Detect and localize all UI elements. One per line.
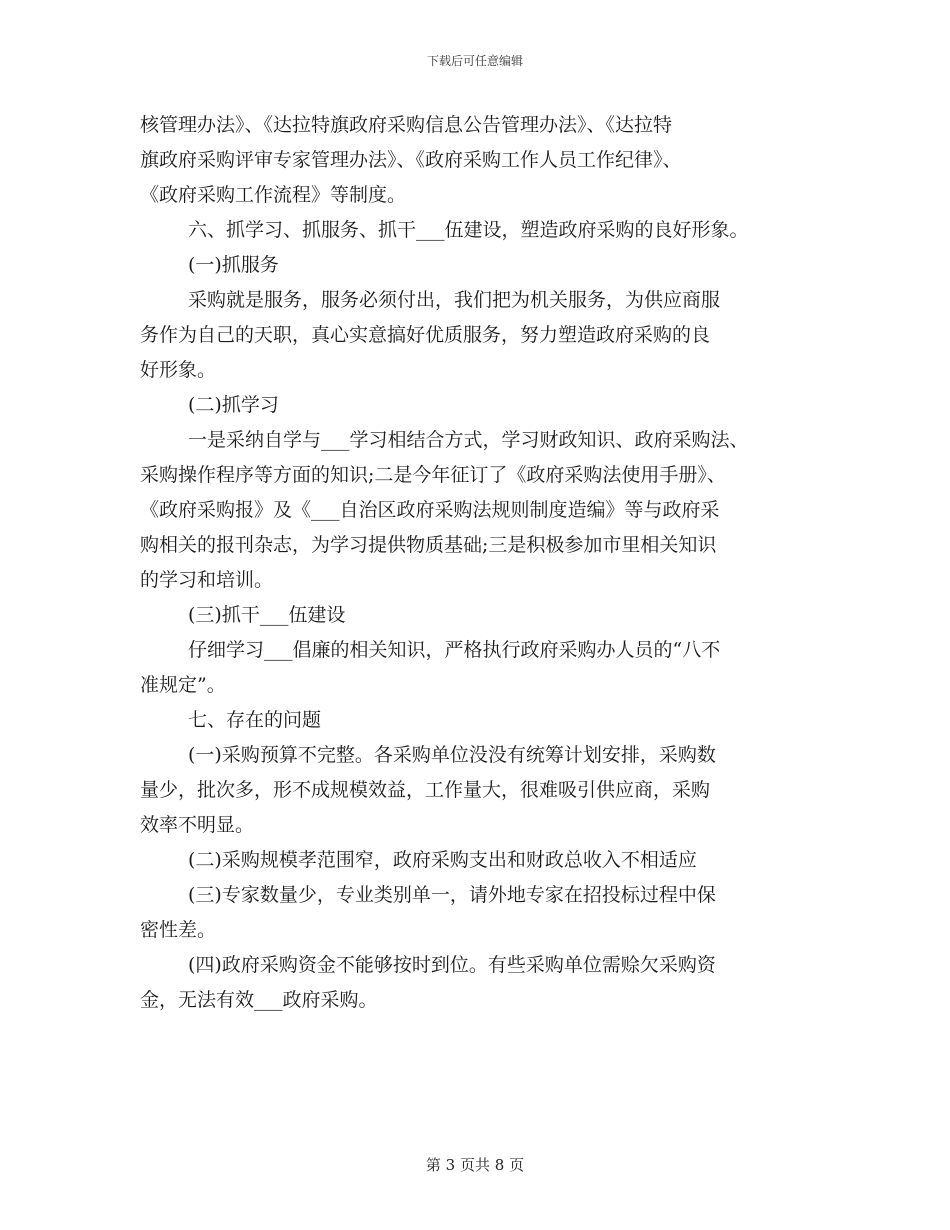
text-line: 效率不明显。 — [140, 814, 255, 836]
text-line: 《政府采购工作流程》等制度。 — [140, 184, 407, 206]
text-line: 《政府采购报》及《___自治区政府采购法规则制度造编》等与政府采 — [140, 499, 720, 521]
text-line: 准规定”。 — [140, 674, 226, 696]
text-line: (二)采购规模孝范围窄，政府采购支出和财政总收入不相适应 — [188, 849, 697, 871]
text-line: 采购就是服务，服务必须付出，我们把为机关服务，为供应商服 — [188, 289, 721, 311]
text-line: 七、存在的问题 — [188, 709, 322, 731]
text-line: (三)专家数量少，专业类别单一，请外地专家在招投标过程中保 — [188, 884, 716, 906]
text-line: 密性差。 — [140, 919, 217, 941]
text-line: (一)采购预算不完整。各采购单位没没有统筹计划安排，采购数 — [188, 744, 716, 766]
text-line: 采购操作程序等方面的知识;二是今年征订了《政府采购法使用手册》、 — [140, 464, 726, 486]
text-line: 购相关的报刊杂志，为学习提供物质基础;三是积极参加市里相关知识 — [140, 534, 717, 556]
text-line: 六、抓学习、抓服务、抓干___伍建设，塑造政府采购的良好形象。 — [188, 219, 749, 241]
text-line: (一)抓服务 — [188, 254, 279, 276]
text-line: 核管理办法》、《达拉特旗政府采购信息公告管理办法》、《达拉特 — [140, 114, 673, 136]
text-line: (二)抓学习 — [188, 394, 279, 416]
text-line: (三)抓干___伍建设 — [188, 604, 346, 626]
text-line: 一是采纳自学与___学习相结合方式，学习财政知识、政府采购法、 — [188, 429, 749, 451]
text-line: 仔细学习___倡廉的相关知识，严格执行政府采购办人员的“八不 — [188, 639, 721, 661]
text-line: 量少，批次多，形不成规模效益，工作量大，很难吸引供应商，采购 — [140, 779, 711, 801]
text-line: 好形象。 — [140, 359, 217, 381]
text-line: 的学习和培训。 — [140, 569, 274, 591]
document-body — [140, 108, 820, 1018]
page-number: 第 3 页共 8 页 — [425, 1156, 525, 1174]
text-line: 金，无法有效___政府采购。 — [140, 989, 378, 1011]
text-line: 旗政府采购评审专家管理办法》、《政府采购工作人员工作纪律》、 — [140, 149, 682, 171]
page-header: 下载后可任意编辑 — [426, 54, 523, 68]
text-line: 务作为自己的天职，真心实意搞好优质服务，努力塑造政府采购的良 — [140, 324, 711, 346]
text-line: (四)政府采购资金不能够按时到位。有些采购单位需赊欠采购资 — [188, 954, 716, 976]
